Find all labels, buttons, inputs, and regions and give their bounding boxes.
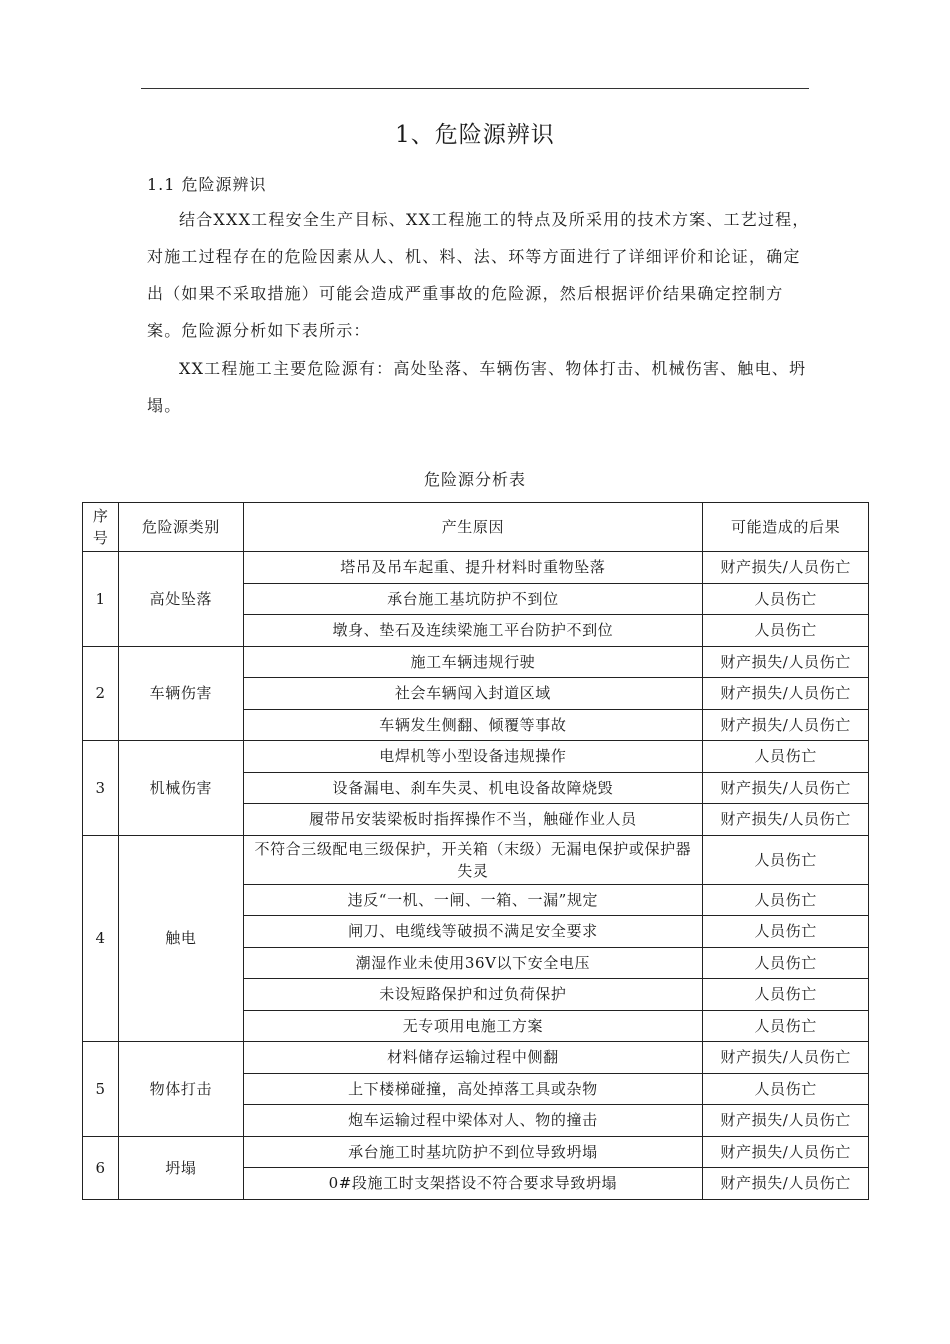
cell-consequence: 人员伤亡 xyxy=(703,979,869,1011)
header-cause: 产生原因 xyxy=(243,503,703,552)
cell-cause: 施工车辆违规行驶 xyxy=(243,646,703,678)
section-heading: 1.1 危险源辨识 xyxy=(147,175,267,194)
cell-consequence: 财产损失/人员伤亡 xyxy=(703,1042,869,1074)
cell-consequence: 财产损失/人员伤亡 xyxy=(703,709,869,741)
cell-consequence: 财产损失/人员伤亡 xyxy=(703,1136,869,1168)
cell-category: 车辆伤害 xyxy=(119,646,243,741)
cell-consequence: 财产损失/人员伤亡 xyxy=(703,678,869,710)
cell-cause: 材料储存运输过程中侧翻 xyxy=(243,1042,703,1074)
intro-paragraph: 结合XXX工程安全生产目标、XX工程施工的特点及所采用的技术方案、工艺过程，对施工过程存在的危险因素从人、机、料、法、环等方面进行了详细评价和论证，确定出（如果不采取措施）可能会造成严重事故的危险源，然后根据评价结果确定控制方案。危险源分析如下表所示： xyxy=(147,210,810,340)
cell-cause: 墩身、垫石及连续梁施工平台防护不到位 xyxy=(243,615,703,647)
cell-consequence: 人员伤亡 xyxy=(703,1010,869,1042)
cell-cause: 塔吊及吊车起重、提升材料时重物坠落 xyxy=(243,552,703,584)
table-body xyxy=(83,552,869,1200)
cell-consequence: 财产损失/人员伤亡 xyxy=(703,1105,869,1137)
cell-cause: 承台施工时基坑防护不到位导致坍塌 xyxy=(243,1136,703,1168)
cell-no: 3 xyxy=(83,741,119,836)
table-row xyxy=(83,552,869,584)
cell-category: 高处坠落 xyxy=(119,552,243,647)
cell-category: 触电 xyxy=(119,835,243,1042)
cell-no: 5 xyxy=(83,1042,119,1137)
cell-cause: 未设短路保护和过负荷保护 xyxy=(243,979,703,1011)
table-row xyxy=(83,835,869,884)
cell-category: 坍塌 xyxy=(119,1136,243,1199)
cell-no: 1 xyxy=(83,552,119,647)
cell-cause: 炮车运输过程中梁体对人、物的撞击 xyxy=(243,1105,703,1137)
cell-no: 2 xyxy=(83,646,119,741)
cell-no: 6 xyxy=(83,1136,119,1199)
cell-consequence: 财产损失/人员伤亡 xyxy=(703,804,869,836)
cell-consequence: 财产损失/人员伤亡 xyxy=(703,646,869,678)
cell-cause: 潮湿作业未使用36V以下安全电压 xyxy=(243,947,703,979)
cell-cause: 车辆发生侧翻、倾覆等事故 xyxy=(243,709,703,741)
cell-consequence: 财产损失/人员伤亡 xyxy=(703,552,869,584)
cell-consequence: 人员伤亡 xyxy=(703,615,869,647)
cell-cause: 社会车辆闯入封道区域 xyxy=(243,678,703,710)
table-row xyxy=(83,1136,869,1168)
cell-no: 4 xyxy=(83,835,119,1042)
cell-consequence: 人员伤亡 xyxy=(703,884,869,916)
cell-cause: 0#段施工时支架搭设不符合要求导致坍塌 xyxy=(243,1168,703,1200)
header-consequence: 可能造成的后果 xyxy=(703,503,869,552)
cell-cause: 电焊机等小型设备违规操作 xyxy=(243,741,703,773)
cell-cause: 不符合三级配电三级保护，开关箱（末级）无漏电保护或保护器失灵 xyxy=(243,835,703,884)
table-header-row xyxy=(83,503,869,552)
cell-cause: 设备漏电、刹车失灵、机电设备故障烧毁 xyxy=(243,772,703,804)
cell-consequence: 人员伤亡 xyxy=(703,583,869,615)
hazard-analysis-table xyxy=(82,502,869,1200)
cell-cause: 上下楼梯碰撞，高处掉落工具或杂物 xyxy=(243,1073,703,1105)
cell-cause: 闸刀、电缆线等破损不满足安全要求 xyxy=(243,916,703,948)
cell-consequence: 财产损失/人员伤亡 xyxy=(703,1168,869,1200)
cell-consequence: 人员伤亡 xyxy=(703,835,869,884)
table-row xyxy=(83,1042,869,1074)
cell-cause: 无专项用电施工方案 xyxy=(243,1010,703,1042)
cell-consequence: 人员伤亡 xyxy=(703,1073,869,1105)
table-row xyxy=(83,741,869,773)
table-row xyxy=(83,646,869,678)
cell-category: 机械伤害 xyxy=(119,741,243,836)
header-no: 序号 xyxy=(83,503,119,552)
cell-consequence: 财产损失/人员伤亡 xyxy=(703,772,869,804)
header-rule xyxy=(141,88,809,89)
cell-cause: 违反“一机、一闸、一箱、一漏”规定 xyxy=(243,884,703,916)
table-caption: 危险源分析表 xyxy=(423,470,526,489)
cell-cause: 承台施工基坑防护不到位 xyxy=(243,583,703,615)
header-category: 危险源类别 xyxy=(119,503,243,552)
cell-consequence: 人员伤亡 xyxy=(703,916,869,948)
cell-cause: 履带吊安装梁板时指挥操作不当，触碰作业人员 xyxy=(243,804,703,836)
cell-consequence: 人员伤亡 xyxy=(703,947,869,979)
cell-consequence: 人员伤亡 xyxy=(703,741,869,773)
hazard-summary-paragraph: XX工程施工主要危险源有：高处坠落、车辆伤害、物体打击、机械伤害、触电、坍塌。 xyxy=(147,359,807,415)
cell-category: 物体打击 xyxy=(119,1042,243,1137)
page-title: 1、危险源辨识 xyxy=(395,122,555,148)
